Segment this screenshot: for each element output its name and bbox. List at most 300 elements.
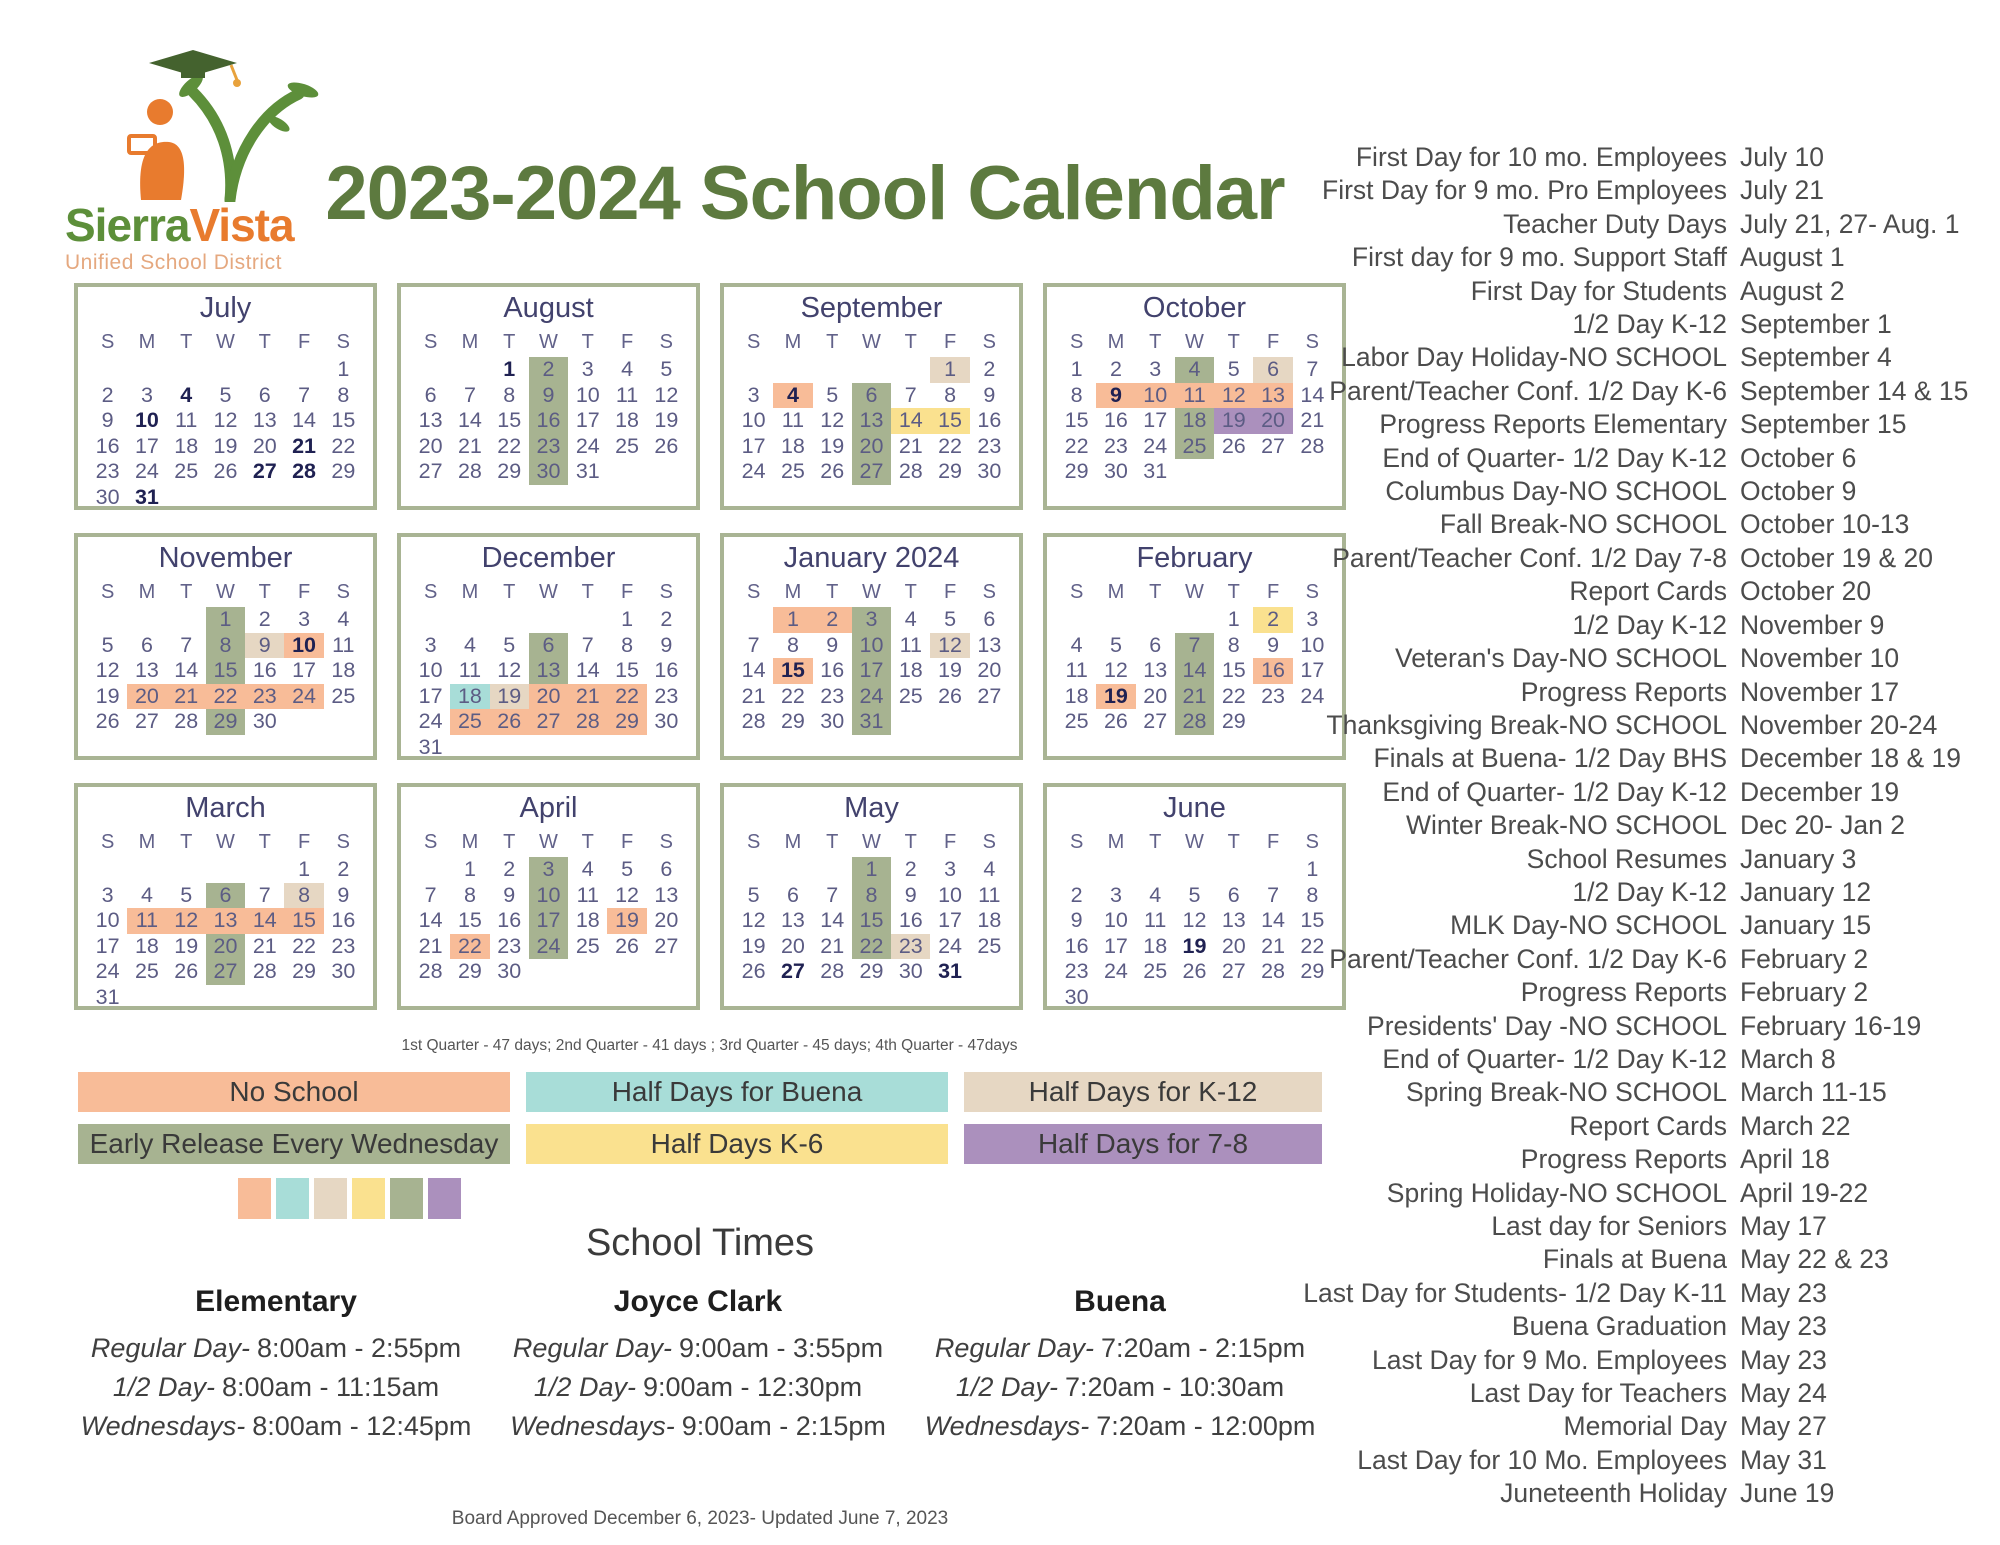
- day-cell: 11: [899, 632, 922, 657]
- weekday-header: T: [180, 831, 193, 853]
- day-cell: [930, 485, 969, 511]
- day-cell: 9: [660, 632, 673, 657]
- weekday-header: T: [1149, 581, 1162, 603]
- weekday-header: F: [943, 831, 957, 853]
- day-cell: 18: [615, 408, 640, 432]
- school-times-title: School Times: [585, 1222, 815, 1264]
- day-cell: 13: [1143, 658, 1168, 682]
- day-cell: [88, 735, 127, 761]
- event-row: [1280, 1310, 1992, 1343]
- day-cell: 28: [898, 459, 923, 483]
- day-grid: [734, 578, 1009, 760]
- day-cell: 6: [206, 883, 245, 909]
- weekday-header: W: [539, 331, 558, 353]
- school-time-value: 9:00am - 3:55pm: [678, 1333, 884, 1363]
- event-row: [1280, 408, 1992, 441]
- event-date: February 2: [1740, 977, 1869, 1008]
- event-label: Teacher Duty Days: [1503, 208, 1727, 239]
- day-cell: [773, 985, 812, 1011]
- month-title: May: [844, 792, 899, 824]
- day-cell: 5: [621, 857, 634, 881]
- event-row: [1280, 508, 1992, 541]
- day-cell: [568, 985, 607, 1011]
- day-cell: 11: [615, 382, 639, 407]
- day-cell: [734, 857, 773, 883]
- day-cell: 20: [418, 433, 443, 458]
- day-cell: [450, 735, 489, 761]
- weekday-header: F: [297, 581, 311, 603]
- event-label: MLK Day-NO SCHOOL: [1450, 910, 1727, 941]
- swatch-half_buena: [276, 1178, 309, 1219]
- day-cell: 24: [575, 433, 600, 458]
- day-cell: 15: [497, 408, 522, 432]
- day-cell: 26: [174, 959, 199, 983]
- swatch-half_k6: [352, 1178, 385, 1219]
- day-cell: 24: [1103, 959, 1128, 983]
- day-cell: [411, 607, 450, 633]
- day-cell: 17: [938, 908, 963, 932]
- day-cell: 15: [773, 658, 812, 684]
- weekday-header: W: [539, 581, 558, 603]
- event-row: [1280, 1010, 1992, 1043]
- day-cell: 21: [457, 433, 482, 458]
- day-cell: 11: [175, 408, 198, 432]
- weekday-header: W: [539, 831, 558, 853]
- weekday-header: S: [1069, 331, 1084, 353]
- day-cell: 15: [852, 908, 891, 934]
- event-label: Progress Reports Elementary: [1379, 409, 1727, 440]
- day-cell: 29: [780, 709, 805, 733]
- weekday-header: S: [1069, 831, 1084, 853]
- day-cell: 20: [1221, 933, 1246, 958]
- event-label: Parent/Teacher Conf. 1/2 Day K-6: [1329, 375, 1727, 406]
- day-cell: 25: [575, 933, 600, 958]
- day-cell: [490, 735, 529, 761]
- day-cell: 27: [654, 933, 679, 958]
- day-cell: 18: [1143, 933, 1168, 958]
- event-date: October 20: [1740, 576, 1872, 607]
- day-cell: 12: [654, 382, 679, 407]
- month-april: [397, 783, 700, 1010]
- day-grid: [734, 328, 1009, 510]
- day-cell: 4: [337, 607, 350, 631]
- day-cell: 8: [206, 633, 245, 659]
- weekday-header: S: [982, 581, 997, 603]
- day-cell: 17: [95, 933, 120, 958]
- day-cell: 19: [213, 433, 238, 458]
- day-cell: 28: [174, 709, 199, 733]
- day-cell: 2: [503, 857, 516, 881]
- day-cell: 3: [1149, 357, 1162, 381]
- day-cell: 9: [503, 882, 516, 907]
- weekday-header: T: [1227, 581, 1240, 603]
- day-cell: [568, 485, 607, 511]
- weekday-header: T: [581, 331, 594, 353]
- day-cell: [127, 607, 166, 633]
- weekday-header: T: [904, 331, 917, 353]
- event-row: [1280, 843, 1992, 876]
- day-cell: 6: [1253, 357, 1292, 383]
- day-cell: 17: [575, 408, 600, 432]
- day-cell: [245, 485, 284, 511]
- day-cell: 8: [1070, 382, 1083, 407]
- day-cell: [450, 985, 489, 1011]
- day-cell: 12: [1214, 383, 1253, 409]
- day-cell: [773, 735, 812, 761]
- day-cell: 31: [575, 459, 600, 483]
- day-cell: 23: [654, 683, 679, 708]
- quarter-note: 1st Quarter - 47 days; 2nd Quarter - 41 days ; 3rd Quarter - 45 days; 4th Quarter - 47days: [401, 1037, 1018, 1054]
- event-date: December 19: [1740, 776, 1900, 807]
- day-cell: 20: [127, 684, 166, 710]
- day-cell: 14: [418, 908, 443, 932]
- day-cell: 14: [1300, 382, 1325, 407]
- day-cell: 22: [852, 934, 891, 960]
- day-cell: [852, 357, 891, 383]
- weekday-header: S: [746, 331, 761, 353]
- day-cell: 25: [898, 683, 923, 708]
- day-cell: [1096, 985, 1135, 1011]
- event-row: [1280, 943, 1992, 976]
- day-cell: [930, 985, 969, 1011]
- day-cell: 14: [1175, 658, 1214, 684]
- day-cell: 2: [337, 857, 350, 881]
- day-cell: 24: [1143, 433, 1168, 458]
- event-label: Parent/Teacher Conf. 1/2 Day K-6: [1329, 943, 1727, 974]
- day-cell: 5: [1109, 632, 1122, 657]
- day-cell: [891, 709, 930, 735]
- event-row: [1280, 141, 1992, 174]
- weekday-header: F: [1266, 831, 1280, 853]
- weekday-header: T: [904, 831, 917, 853]
- day-cell: 4: [904, 607, 917, 631]
- day-cell: [1057, 607, 1096, 633]
- day-cell: [647, 959, 686, 985]
- day-cell: 7: [826, 882, 839, 907]
- day-cell: 27: [977, 683, 1002, 708]
- day-cell: 10: [741, 408, 766, 432]
- school-time-label: Regular Day-: [90, 1333, 250, 1363]
- day-cell: 22: [1064, 433, 1089, 458]
- day-cell: 24: [1300, 683, 1325, 708]
- event-label: 1/2 Day K-12: [1572, 609, 1727, 640]
- event-date: September 1: [1740, 309, 1892, 340]
- day-cell: 2: [904, 857, 917, 881]
- event-date: January 3: [1740, 843, 1857, 874]
- day-cell: 1: [773, 607, 812, 633]
- day-cell: [1057, 485, 1096, 511]
- event-row: [1280, 375, 1992, 408]
- swatch-half_78: [428, 1178, 461, 1219]
- day-cell: [1136, 985, 1175, 1011]
- day-cell: 15: [1300, 908, 1325, 932]
- weekday-header: W: [1185, 831, 1204, 853]
- day-cell: 27: [1261, 433, 1286, 458]
- day-grid: [411, 578, 686, 760]
- day-cell: [529, 985, 568, 1011]
- day-cell: [773, 357, 812, 383]
- day-cell: [206, 485, 245, 511]
- day-cell: 31: [938, 959, 963, 983]
- day-cell: 12: [167, 908, 206, 934]
- day-cell: 23: [497, 933, 522, 958]
- day-cell: 20: [1253, 408, 1292, 434]
- day-cell: 30: [95, 484, 120, 509]
- day-cell: 17: [529, 908, 568, 934]
- day-cell: 16: [898, 908, 923, 932]
- event-label: Report Cards: [1569, 576, 1727, 607]
- day-cell: 13: [252, 408, 277, 432]
- day-cell: 15: [1064, 408, 1089, 432]
- day-cell: 25: [780, 459, 805, 483]
- day-grid: [88, 578, 363, 760]
- day-cell: [1136, 485, 1175, 511]
- school-name: Joyce Clark: [613, 1285, 783, 1318]
- day-cell: [490, 607, 529, 633]
- event-label: Parent/Teacher Conf. 1/2 Day 7-8: [1332, 542, 1727, 573]
- day-cell: 1: [621, 607, 634, 631]
- day-cell: 30: [252, 709, 277, 733]
- event-date: March 8: [1740, 1043, 1836, 1074]
- event-date: October 19 & 20: [1740, 542, 1933, 573]
- weekday-header: M: [1107, 331, 1125, 353]
- day-cell: 24: [938, 933, 963, 958]
- month-title: August: [503, 292, 594, 324]
- day-cell: 16: [529, 408, 568, 434]
- event-label: Report Cards: [1569, 1110, 1727, 1141]
- day-cell: 30: [1064, 984, 1089, 1009]
- day-cell: 10: [134, 408, 159, 432]
- day-cell: [852, 735, 891, 761]
- day-cell: [529, 607, 568, 633]
- day-cell: [1136, 607, 1175, 633]
- event-date: September 4: [1740, 342, 1892, 373]
- day-cell: 21: [898, 433, 923, 458]
- school-time-label: Regular Day-: [512, 1333, 672, 1363]
- weekday-header: T: [826, 581, 839, 603]
- day-cell: 29: [497, 459, 522, 483]
- month-title: March: [185, 792, 266, 824]
- day-cell: 28: [1300, 433, 1325, 458]
- day-grid: [411, 328, 686, 510]
- day-cell: 4: [140, 882, 153, 907]
- day-cell: [607, 485, 646, 511]
- day-cell: 30: [1103, 459, 1128, 483]
- day-cell: 1: [930, 357, 969, 383]
- event-label: Buena Graduation: [1511, 1311, 1727, 1342]
- month-title: December: [481, 542, 616, 574]
- weekday-header: F: [1266, 331, 1280, 353]
- month-july: [74, 283, 377, 510]
- event-row: [1280, 174, 1992, 207]
- school-time-row: [910, 1407, 1330, 1446]
- day-cell: 22: [938, 433, 963, 458]
- day-cell: 17: [292, 658, 317, 682]
- weekday-header: M: [138, 581, 156, 603]
- day-cell: 18: [450, 684, 489, 710]
- weekday-header: T: [581, 831, 594, 853]
- day-cell: [88, 857, 127, 883]
- day-cell: [852, 485, 891, 511]
- swatch-no_school: [238, 1178, 271, 1219]
- day-cell: 15: [284, 908, 323, 934]
- day-cell: 9: [1267, 632, 1280, 657]
- event-row: [1280, 1210, 1992, 1243]
- weekday-header: F: [943, 581, 957, 603]
- weekday-header: W: [216, 331, 235, 353]
- day-cell: [1175, 485, 1214, 511]
- day-cell: 12: [820, 408, 845, 432]
- day-cell: 5: [503, 632, 516, 657]
- day-cell: 21: [167, 684, 206, 710]
- day-cell: 29: [859, 959, 884, 983]
- day-cell: 19: [820, 433, 845, 458]
- day-cell: 30: [820, 709, 845, 733]
- event-label: Fall Break-NO SCHOOL: [1439, 509, 1727, 540]
- day-cell: 30: [898, 959, 923, 983]
- day-cell: 29: [292, 959, 317, 983]
- weekday-header: M: [138, 831, 156, 853]
- event-date: November 17: [1740, 676, 1900, 707]
- event-row: [1280, 1444, 1992, 1477]
- day-cell: [284, 735, 323, 761]
- day-cell: 24: [284, 684, 323, 710]
- event-label: Labor Day Holiday-NO SCHOOL: [1341, 342, 1727, 373]
- day-cell: 22: [607, 684, 646, 710]
- day-cell: 25: [615, 433, 640, 458]
- day-cell: 19: [938, 658, 963, 682]
- board-approval-note: Board Approved December 6, 2023- Updated June 7, 2023: [451, 1508, 949, 1529]
- event-label: End of Quarter- 1/2 Day K-12: [1382, 1043, 1727, 1074]
- weekday-header: F: [1266, 581, 1280, 603]
- day-cell: 17: [741, 433, 766, 458]
- day-cell: 1: [463, 857, 476, 881]
- school-time-value: 7:20am - 12:00pm: [1096, 1411, 1316, 1441]
- weekday-header: F: [297, 831, 311, 853]
- day-cell: 25: [450, 709, 489, 735]
- day-cell: [568, 735, 607, 761]
- weekday-header: T: [258, 581, 271, 603]
- day-cell: 5: [660, 357, 673, 381]
- day-cell: [813, 735, 852, 761]
- event-label: Last day for Seniors: [1491, 1211, 1727, 1241]
- day-cell: 27: [206, 959, 245, 985]
- weekday-header: W: [216, 831, 235, 853]
- day-cell: 11: [978, 882, 1001, 907]
- school-time-label: Wednesdays-: [510, 1411, 675, 1441]
- event-row: [1280, 809, 1992, 842]
- day-cell: 6: [983, 607, 996, 631]
- weekday-header: T: [258, 831, 271, 853]
- day-cell: 4: [180, 382, 193, 407]
- day-cell: [813, 857, 852, 883]
- day-cell: 16: [95, 433, 120, 458]
- day-cell: [1214, 857, 1253, 883]
- day-cell: 30: [977, 459, 1002, 483]
- day-cell: 6: [424, 382, 437, 407]
- weekday-header: S: [746, 831, 761, 853]
- weekday-header: M: [1107, 581, 1125, 603]
- day-cell: 29: [331, 459, 356, 483]
- day-cell: [284, 485, 323, 511]
- day-cell: 20: [654, 908, 679, 932]
- day-cell: 18: [134, 933, 159, 958]
- school-name: Buena: [1074, 1285, 1166, 1318]
- school-times-joyce-clark: [488, 1285, 908, 1446]
- day-cell: [324, 735, 363, 761]
- day-cell: 9: [983, 382, 996, 407]
- day-cell: 7: [904, 382, 917, 407]
- day-cell: 9: [1070, 908, 1083, 932]
- event-date: December 18 & 19: [1740, 743, 1961, 774]
- event-row: [1280, 876, 1992, 909]
- weekday-header: W: [862, 831, 881, 853]
- day-cell: 6: [140, 632, 153, 657]
- day-cell: 29: [206, 709, 245, 735]
- school-time-row: [66, 1407, 486, 1446]
- event-date: January 12: [1740, 876, 1872, 907]
- day-cell: [970, 985, 1009, 1011]
- day-cell: 3: [1109, 882, 1122, 907]
- day-cell: 1: [1306, 857, 1319, 881]
- day-cell: [324, 985, 363, 1011]
- events-list: [1280, 141, 1992, 1511]
- day-cell: 16: [497, 908, 522, 932]
- school-time-row: [488, 1329, 908, 1368]
- day-cell: [245, 357, 284, 383]
- day-cell: 22: [206, 684, 245, 710]
- day-cell: 13: [780, 908, 805, 932]
- event-row: [1280, 776, 1992, 809]
- weekday-header: S: [100, 831, 115, 853]
- day-cell: 2: [258, 607, 271, 631]
- day-cell: 30: [331, 959, 356, 983]
- day-cell: [206, 857, 245, 883]
- day-cell: 8: [786, 632, 799, 657]
- day-cell: 15: [930, 408, 969, 434]
- day-cell: [324, 709, 363, 735]
- day-cell: 29: [1064, 459, 1089, 483]
- day-cell: 22: [450, 934, 489, 960]
- day-cell: 16: [820, 658, 845, 682]
- day-cell: [1175, 607, 1214, 633]
- school-time-row: [66, 1368, 486, 1407]
- month-december: [397, 533, 700, 760]
- day-cell: 3: [298, 607, 311, 631]
- day-cell: 13: [206, 908, 245, 934]
- page-title: 2023-2024 School Calendar: [325, 151, 1285, 236]
- weekday-header: F: [620, 831, 634, 853]
- day-cell: [88, 357, 127, 383]
- day-cell: 16: [1103, 408, 1128, 432]
- day-cell: [568, 607, 607, 633]
- event-row: [1280, 341, 1992, 374]
- day-cell: [411, 357, 450, 383]
- school-time-value: 9:00am - 2:15pm: [681, 1411, 886, 1441]
- event-date: January 15: [1740, 910, 1872, 941]
- day-cell: 17: [134, 433, 159, 458]
- day-cell: 1: [1070, 357, 1083, 381]
- weekday-header: M: [461, 831, 479, 853]
- day-cell: [1214, 485, 1253, 511]
- day-cell: 24: [852, 684, 891, 710]
- event-row: [1280, 609, 1992, 642]
- day-cell: [127, 857, 166, 883]
- day-cell: 11: [1065, 658, 1088, 682]
- day-cell: 4: [1175, 357, 1214, 383]
- weekday-header: S: [100, 581, 115, 603]
- day-cell: [167, 857, 206, 883]
